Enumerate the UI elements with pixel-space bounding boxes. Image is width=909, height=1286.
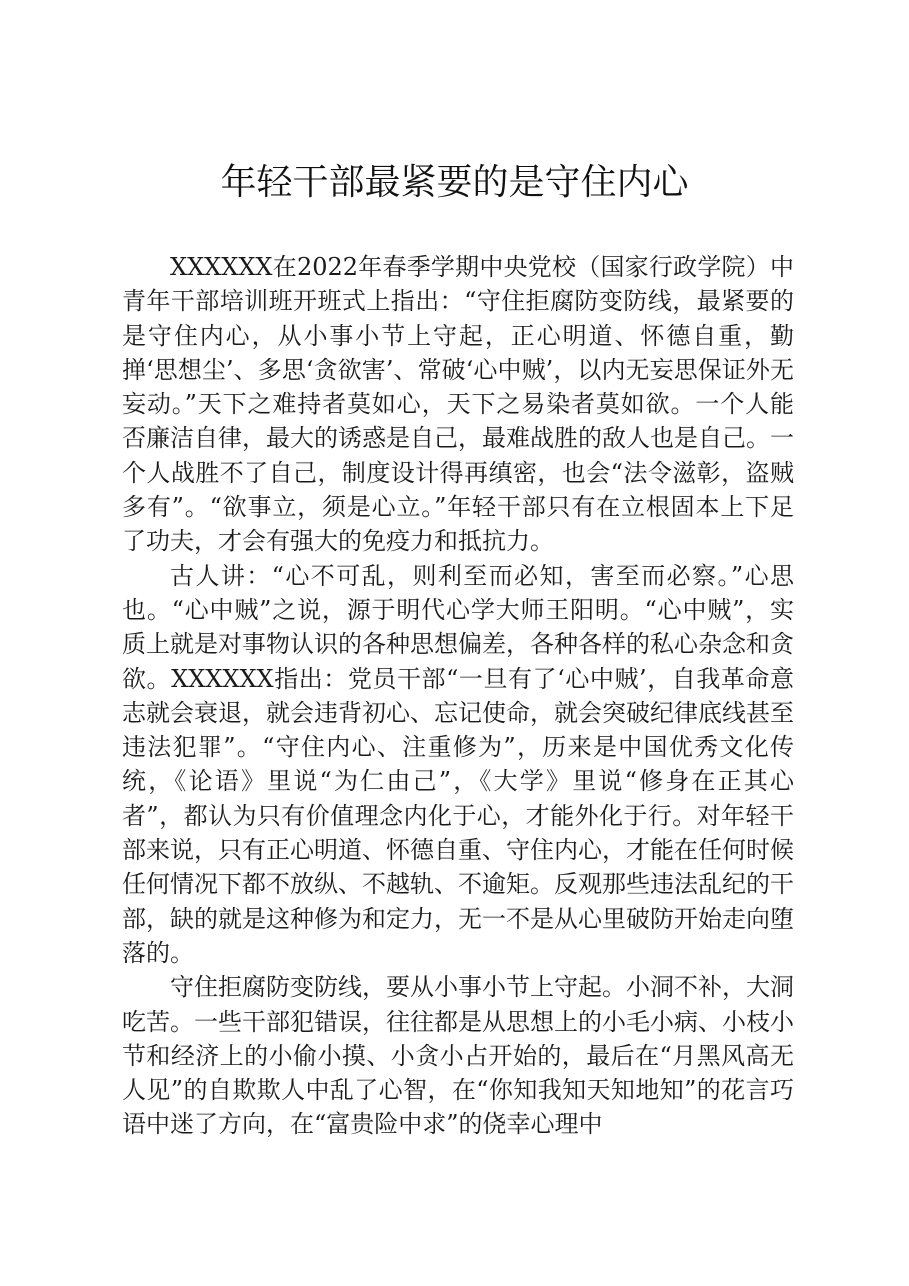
paragraph-3: 守住拒腐防变防线，要从小事小节上守起。小洞不补，大洞吃苦。一些干部犯错误，往往都是从思想上的小毛小病、小枝小节和经济上的小偷小摸、小贪小占开始的，最后在“月黑风高无人见”的自欺欺人中乱了心智，在“你知我知天知地知”的花言巧语中迷了方向，在“富贵险中求”的侥幸心理中	[122, 973, 794, 1139]
document-body	[122, 250, 794, 1142]
paragraph-2: 古人讲：“心不可乱，则利至而必知，害至而必察。”心思也。“心中贼”之说，源于明代心学大师王阳明。“心中贼”，实质上就是对事物认识的各种思想偏差，各种各样的私心杂念和贪欲。XXXXXX指出：党员干部“一旦有了‘心中贼’，自我革命意志就会衰退，就会违背初心、忘记使命，就会突破纪律底线甚至违法犯罪”。“守住内心、注重修为”，历来是中国优秀文化传统，《论语》里说“为仁由己”，《大学》里说“修身在正其心者”，都认为只有价值理念内化于心，才能外化于行。对年轻干部来说，只有正心明道、怀德自重、守住内心，才能在任何时候任何情况下都不放纵、不越轨、不逾矩。反观那些违法乱纪的干部，缺的就是这种修为和定力，无一不是从心里破防开始走向堕落的。	[122, 561, 794, 967]
document-title: 年轻干部最紧要的是守住内心	[220, 162, 689, 203]
paragraph-1: XXXXXX在2022年春季学期中央党校（国家行政学院）中青年干部培训班开班式上指出：“守住拒腐防变防线，最紧要的是守住内心，从小事小节上守起，正心明道、怀德自重，勤掸‘思想尘’、多思‘贪欲害’、常破‘心中贼’，以内无妄思保证外无妄动。”天下之难持者莫如心，天下之易染者莫如欲。一个人能否廉洁自律，最大的诱惑是自己，最难战胜的敌人也是自己。一个人战胜不了自己，制度设计得再缜密，也会“法令滋彰，盗贼多有”。“欲事立，须是心立。”年轻干部只有在立根固本上下足了功夫，才会有强大的免疫力和抵抗力。	[122, 253, 794, 556]
